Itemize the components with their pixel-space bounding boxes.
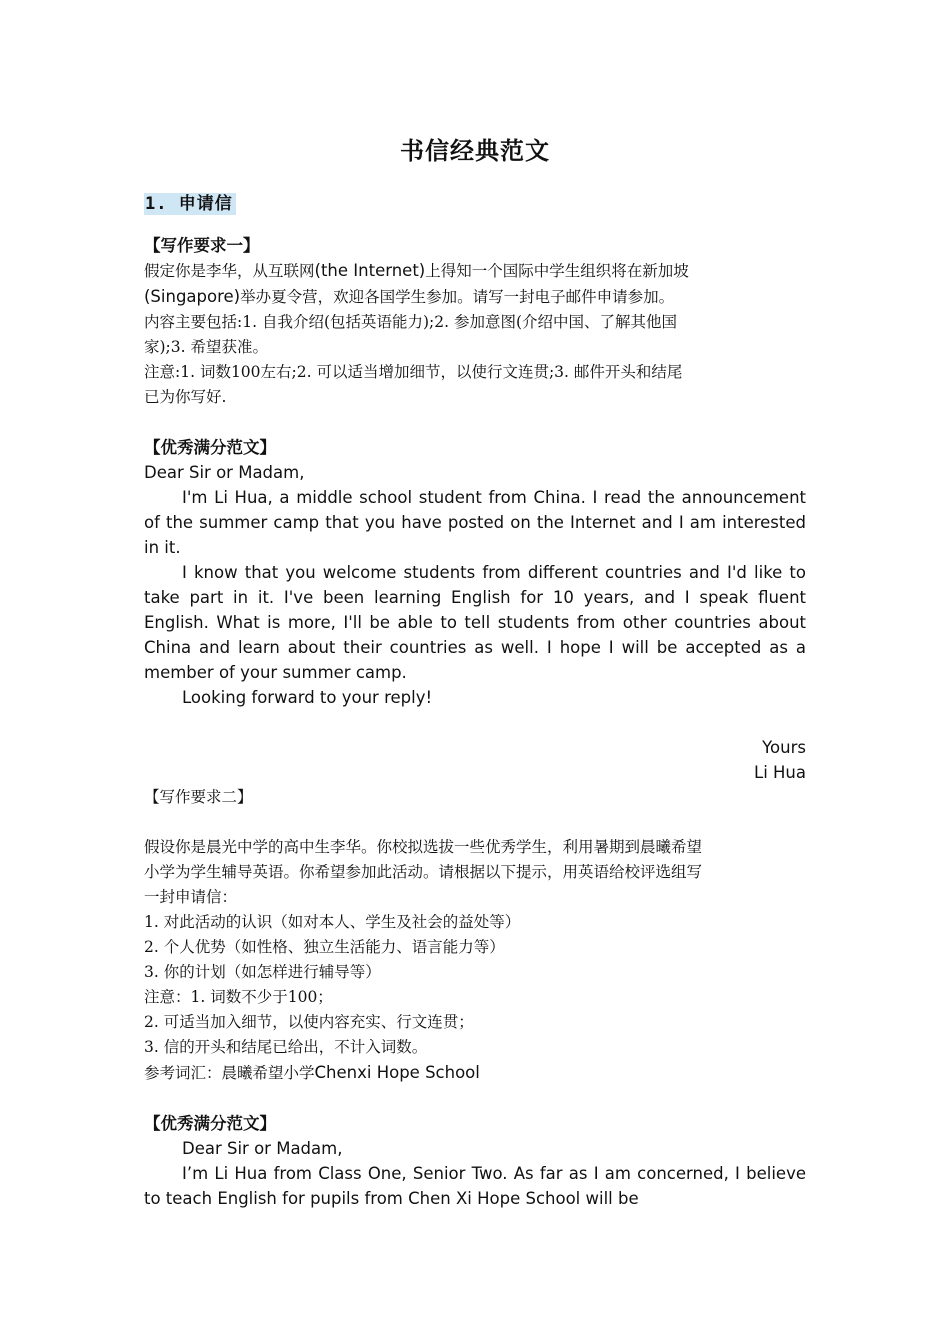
sample-1-salutation: Dear Sir or Madam,: [144, 463, 305, 482]
req1-text-c: 上得知一个国际中学生组织将在新加坡: [425, 262, 689, 280]
requirement-1-line: 已为你写好.: [144, 388, 227, 406]
sample-1-paragraph: I'm Li Hua, a middle school student from China. I read the announcement of the summer camp that you have posted on the Internet and I am interested in it.: [144, 488, 806, 557]
requirement-2-vocabulary: [144, 1060, 806, 1086]
vocab-label: 参考词汇：晨曦希望小学: [144, 1064, 315, 1082]
sample-1-closing: Yours: [762, 738, 806, 757]
sample-1-label: 【优秀满分范文】: [144, 438, 276, 457]
section-heading-label: 1. 申请信: [144, 193, 236, 215]
requirement-1-line: [144, 284, 806, 310]
sample-1-paragraph: I know that you welcome students from different countries and I'd like to take part in it. I've been learning English for 10 years, and I speak fluent English. What is more, I'll be able to tell students from other countries about China and learn about their countries as well. I hope I will be accepted as a member of your summer camp.: [144, 563, 806, 682]
requirement-2-line: 小学为学生辅导英语。你希望参加此活动。请根据以下提示，用英语给校评选组写: [144, 863, 703, 881]
requirement-2-note: 2. 可适当加入细节，以使内容充实、行文连贯；: [144, 1013, 474, 1031]
section-heading: [144, 193, 806, 233]
requirement-2-item: 1. 对此活动的认识（如对本人、学生及社会的益处等）: [144, 913, 521, 931]
req1-text-e: 举办夏令营，欢迎各国学生参加。请写一封电子邮件申请参加。: [240, 288, 675, 306]
requirement-2-line: 假设你是晨光中学的高中生李华。你校拟选拔一些优秀学生，利用暑期到晨曦希望: [144, 838, 703, 856]
req1-text-b: (the Internet): [314, 261, 426, 280]
requirement-2-label: 【写作要求二】: [144, 788, 253, 806]
page-title: 书信经典范文: [400, 137, 550, 165]
requirement-1-line: 家);3. 希望获准。: [144, 338, 268, 356]
vocab-term: Chenxi Hope School: [314, 1063, 480, 1082]
requirement-1-line: [144, 258, 806, 284]
document-body: [144, 131, 806, 1211]
requirement-2-line: 一封申请信：: [144, 888, 238, 906]
requirement-1-line: 注意:1. 词数100左右;2. 可以适当增加细节，以使行文连贯;3. 邮件开头和结尾: [144, 363, 683, 381]
sample-2-salutation: Dear Sir or Madam,: [182, 1139, 343, 1158]
req1-text-d: (Singapore): [144, 287, 241, 306]
requirement-2-note: 3. 信的开头和结尾已给出，不计入词数。: [144, 1038, 428, 1056]
requirement-1-line: 内容主要包括:1. 自我介绍(包括英语能力);2. 参加意图(介绍中国、了解其他国: [144, 313, 678, 331]
requirement-2-item: 2. 个人优势（如性格、独立生活能力、语言能力等）: [144, 938, 505, 956]
requirement-2-note: 注意：1. 词数不少于100；: [144, 988, 333, 1006]
requirement-1-label: 【写作要求一】: [144, 236, 260, 255]
req1-text-a: 假定你是李华，从互联网: [144, 262, 315, 280]
sample-2-paragraph: I’m Li Hua from Class One, Senior Two. As far as I am concerned, I believe to teach English for pupils from Chen Xi Hope School will be: [144, 1164, 806, 1208]
sample-1-paragraph: Looking forward to your reply!: [182, 688, 433, 707]
requirement-2-item: 3. 你的计划（如怎样进行辅导等）: [144, 963, 381, 981]
sample-1-signature: Li Hua: [754, 763, 806, 782]
sample-2-label: 【优秀满分范文】: [144, 1114, 276, 1133]
